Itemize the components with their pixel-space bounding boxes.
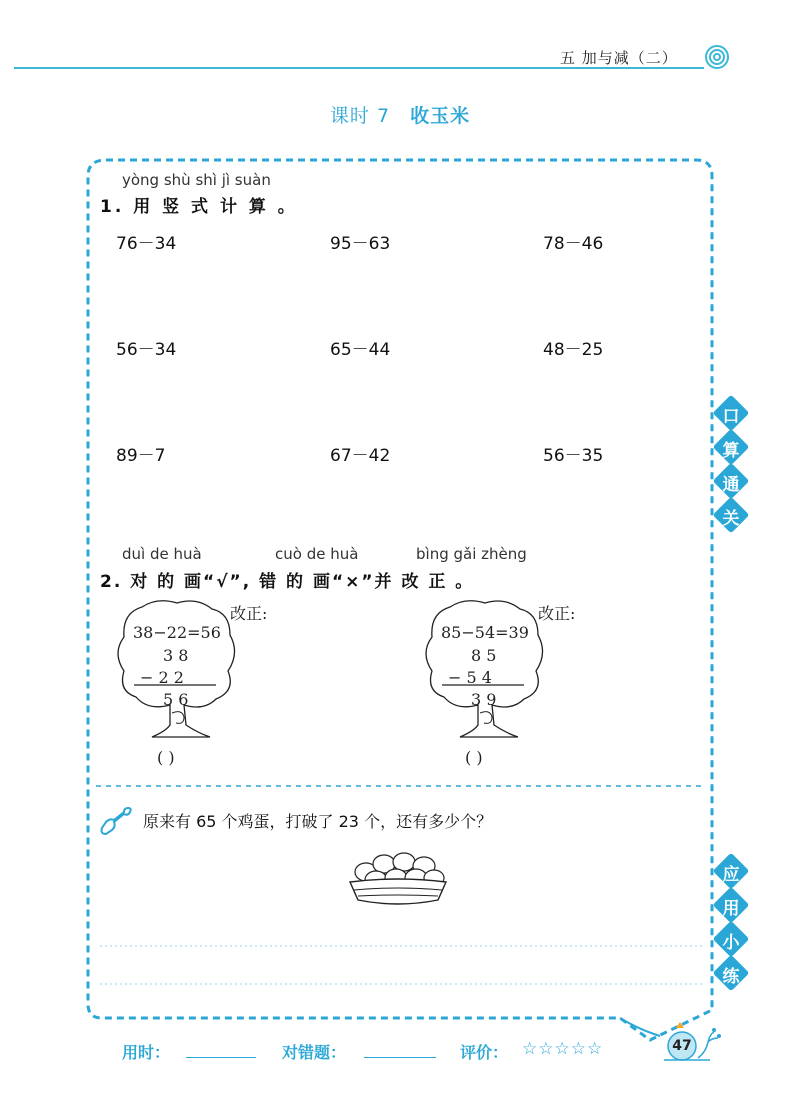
- lesson-name: 收玉米: [410, 105, 471, 127]
- lesson-number: 课时 7: [329, 105, 391, 127]
- tree-1-answer-bracket[interactable]: ( ): [157, 748, 175, 767]
- side-tab-2-label: 算: [722, 441, 740, 461]
- expression-1: 76－34: [116, 234, 177, 254]
- trumpet-icon: [98, 806, 134, 836]
- expression-7: 89－7: [116, 446, 166, 466]
- section1-question: 1. 用 竖 式 计 算 。: [100, 197, 298, 217]
- errors-blank[interactable]: [364, 1057, 436, 1058]
- expression-9: 56－35: [543, 446, 604, 466]
- unit-title: 五 加与减（二）: [560, 49, 678, 67]
- side-tab-1-label: 口: [722, 407, 740, 427]
- rating-label: 评价：: [460, 1043, 509, 1062]
- page-number: 47: [672, 1038, 692, 1054]
- section2-question: 2. 对 的 画“√”, 错 的 画“×”并 改 正 。: [100, 572, 475, 592]
- side-tab-6-label: 用: [722, 899, 740, 919]
- side-tab-4-label: 关: [722, 509, 740, 529]
- word-problem: 原来有 65 个鸡蛋，打破了 23 个，还有多少个？: [143, 812, 493, 831]
- side-tab-3-label: 通: [722, 475, 740, 495]
- tree-1-minuend: 3 8: [163, 646, 189, 665]
- section1-pinyin: yòng shù shì jì suàn: [122, 171, 271, 189]
- expression-8: 67－42: [330, 446, 391, 466]
- time-label: 用时：: [122, 1043, 171, 1062]
- section2-pinyin-3: bìng gǎi zhèng: [416, 545, 527, 563]
- tree-1-subtrahend: − 2 2: [140, 668, 184, 687]
- section2-pinyin-1: duì de huà: [122, 545, 202, 563]
- expression-6: 48－25: [543, 340, 604, 360]
- tree-2-answer-bracket[interactable]: ( ): [465, 748, 483, 767]
- tree-1-result: 5 6: [163, 690, 189, 709]
- tree-2-subtrahend: − 5 4: [448, 668, 492, 687]
- expression-5: 65－44: [330, 340, 391, 360]
- expression-4: 56－34: [116, 340, 177, 360]
- tree-2-result: 3 9: [471, 690, 497, 709]
- tree-1-correction-label: 改正:: [230, 604, 268, 623]
- tree-2-equation: 85−54=39: [441, 623, 529, 642]
- side-tab-5-label: 应: [722, 865, 740, 885]
- expression-2: 95－63: [330, 234, 391, 254]
- side-tab-7-label: 小: [722, 933, 740, 953]
- section2-pinyin-2: cuò de huà: [275, 545, 359, 563]
- tree-2-correction-label: 改正:: [538, 604, 576, 623]
- egg-basket-illustration: [346, 846, 450, 908]
- side-tab-8-label: 练: [722, 967, 740, 987]
- tree-1-equation: 38−22=56: [133, 623, 221, 642]
- errors-label: 对错题：: [282, 1043, 347, 1062]
- expression-3: 78－46: [543, 234, 604, 254]
- rating-stars[interactable]: ☆☆☆☆☆: [522, 1039, 604, 1059]
- time-blank[interactable]: [186, 1057, 256, 1058]
- tree-2-minuend: 8 5: [471, 646, 497, 665]
